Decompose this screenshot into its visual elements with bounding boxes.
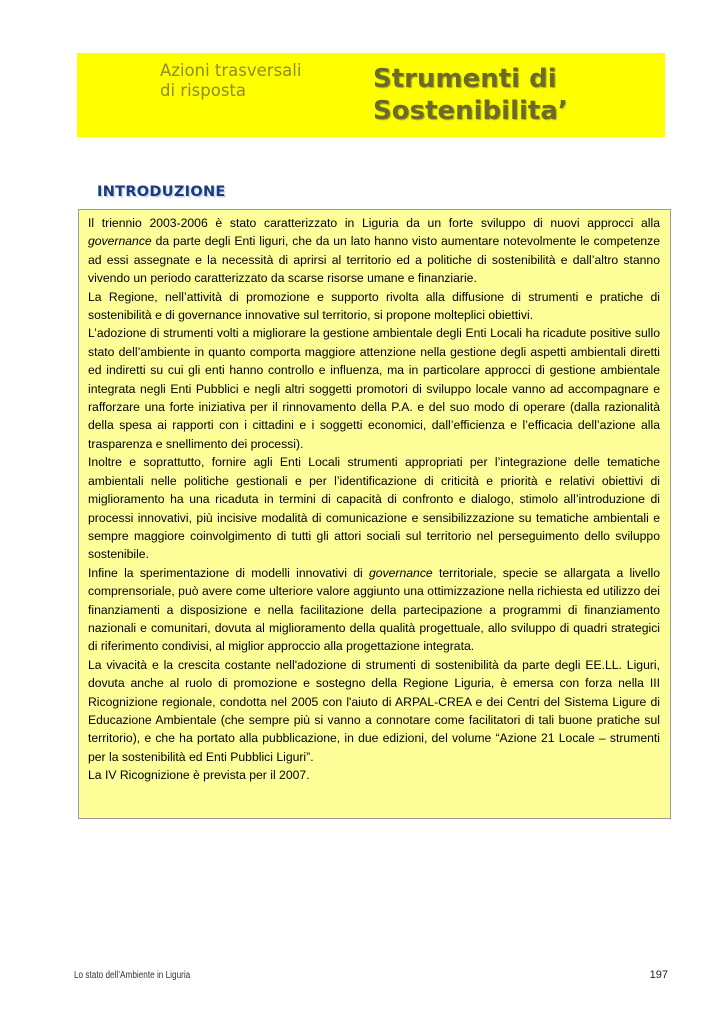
title-line-1: Strumenti di bbox=[373, 64, 557, 94]
paragraph-1 bbox=[88, 214, 660, 288]
paragraph-1-emphasis: governance bbox=[88, 234, 152, 249]
header-banner bbox=[77, 53, 665, 137]
paragraph-3: L’adozione di strumenti volti a migliorare la gestione ambientale degli Enti Locali ha ricadute positive sullo stato dell’ambiente in quanto comporta maggiore attenzione nella gestione degli aspetti ambientali diretti ed indiretti su cui gli enti hanno controllo e influenza, ma in particolare approcci di gestione ambientale integrata negli Enti Pubblici e negli altri soggetti promotori di sviluppo locale vanno ad accompagnare e rafforzare una forte iniziativa per il rinnovamento della P.A. e del suo modo di operare (dalla razionalità della spesa ai rapporti con i cittadini e i soggetti economici, dall’efficienza e l’efficacia dell’azione alla trasparenza e snellimento dei processi). bbox=[88, 326, 660, 451]
paragraph-5-part-b: territoriale, specie se allargata a livello comprensoriale, può avere come ulteriore valore aggiunto una ottimizzazione nella richiesta ed utilizzo dei finanziamenti a disposizione e nella facilitazione della partecipazione a programmi di finanziamento nazionali e comunitari, dovuta al miglioramento della qualità progettuale, allo sviluppo di quadri strategici di riferimento condivisi, al miglior approccio alla progettazione integrata. bbox=[88, 565, 660, 654]
subtitle-line-2: di risposta bbox=[160, 81, 247, 100]
section-subtitle bbox=[160, 61, 340, 101]
page-number: 197 bbox=[649, 969, 668, 981]
paragraph-5 bbox=[88, 564, 660, 656]
paragraph-1-part-a: Il triennio 2003-2006 è stato caratterizzato in Liguria da un forte sviluppo di nuovi approcci alla bbox=[88, 216, 660, 230]
title-line-2: Sostenibilita’ bbox=[373, 96, 568, 126]
paragraph-2: La Regione, nell’attività di promozione e supporto rivolta alla diffusione di strumenti e pratiche di sostenibilità e di governance innovative sul territorio, si propone molteplici obiettivi. bbox=[88, 289, 660, 323]
intro-text-box bbox=[78, 209, 671, 819]
footer-publication-title: Lo stato dell’Ambiente in Liguria bbox=[74, 970, 191, 981]
paragraph-1-part-b: da parte degli Enti liguri, che da un lato hanno visto aumentare notevolmente le competenze ad essi assegnate e la necessità di aprirsi al territorio ed a politiche di sostenibilità e dall’altro stanno vivendo un periodo caratterizzato da scarse risorse umane e finanziarie. bbox=[88, 234, 660, 286]
paragraph-5-part-a: Infine la sperimentazione di modelli innovativi di bbox=[88, 565, 369, 580]
paragraph-5-emphasis: governance bbox=[369, 565, 433, 580]
paragraph-4: Inoltre e soprattutto, fornire agli Enti Locali strumenti appropriati per l’integrazione delle tematiche ambientali nelle politiche gestionali e per l’identificazione di criticità e priorità e relativi obiettivi di miglioramento ha una ricaduta in termini di capacità di confronto e dialogo, stimolo all’introduzione di processi innovativi, più incisive modalità di comunicazione e sensibilizzazione su tematiche ambientali e sempre maggiore coinvolgimento di tutti gli attori sociali sul territorio nel perseguimento dello sviluppo sostenibile. bbox=[88, 455, 660, 562]
page-title bbox=[373, 63, 663, 127]
paragraph-7: La IV Ricognizione è prevista per il 2007. bbox=[88, 768, 310, 783]
subtitle-line-1: Azioni trasversali bbox=[160, 61, 302, 80]
section-heading: INTRODUZIONE bbox=[97, 184, 226, 200]
paragraph-6: La vivacità e la crescita costante nell'adozione di strumenti di sostenibilità da parte degli EE.LL. Liguri, dovuta anche al ruolo di promozione e sostegno della Regione Liguria, è emersa con forza nella III Ricognizione regionale, condotta nel 2005 con l'aiuto di ARPAL-CREA e dei Centri del Sistema Ligure di Educazione Ambientale (che sempre più si vanno a connotare come facilitatori di tali buone pratiche sul territorio), e che ha portato alla pubblicazione, in due edizioni, del volume “Azione 21 Locale – strumenti per la sostenibilità ed Enti Pubblici Liguri”. bbox=[88, 657, 660, 764]
